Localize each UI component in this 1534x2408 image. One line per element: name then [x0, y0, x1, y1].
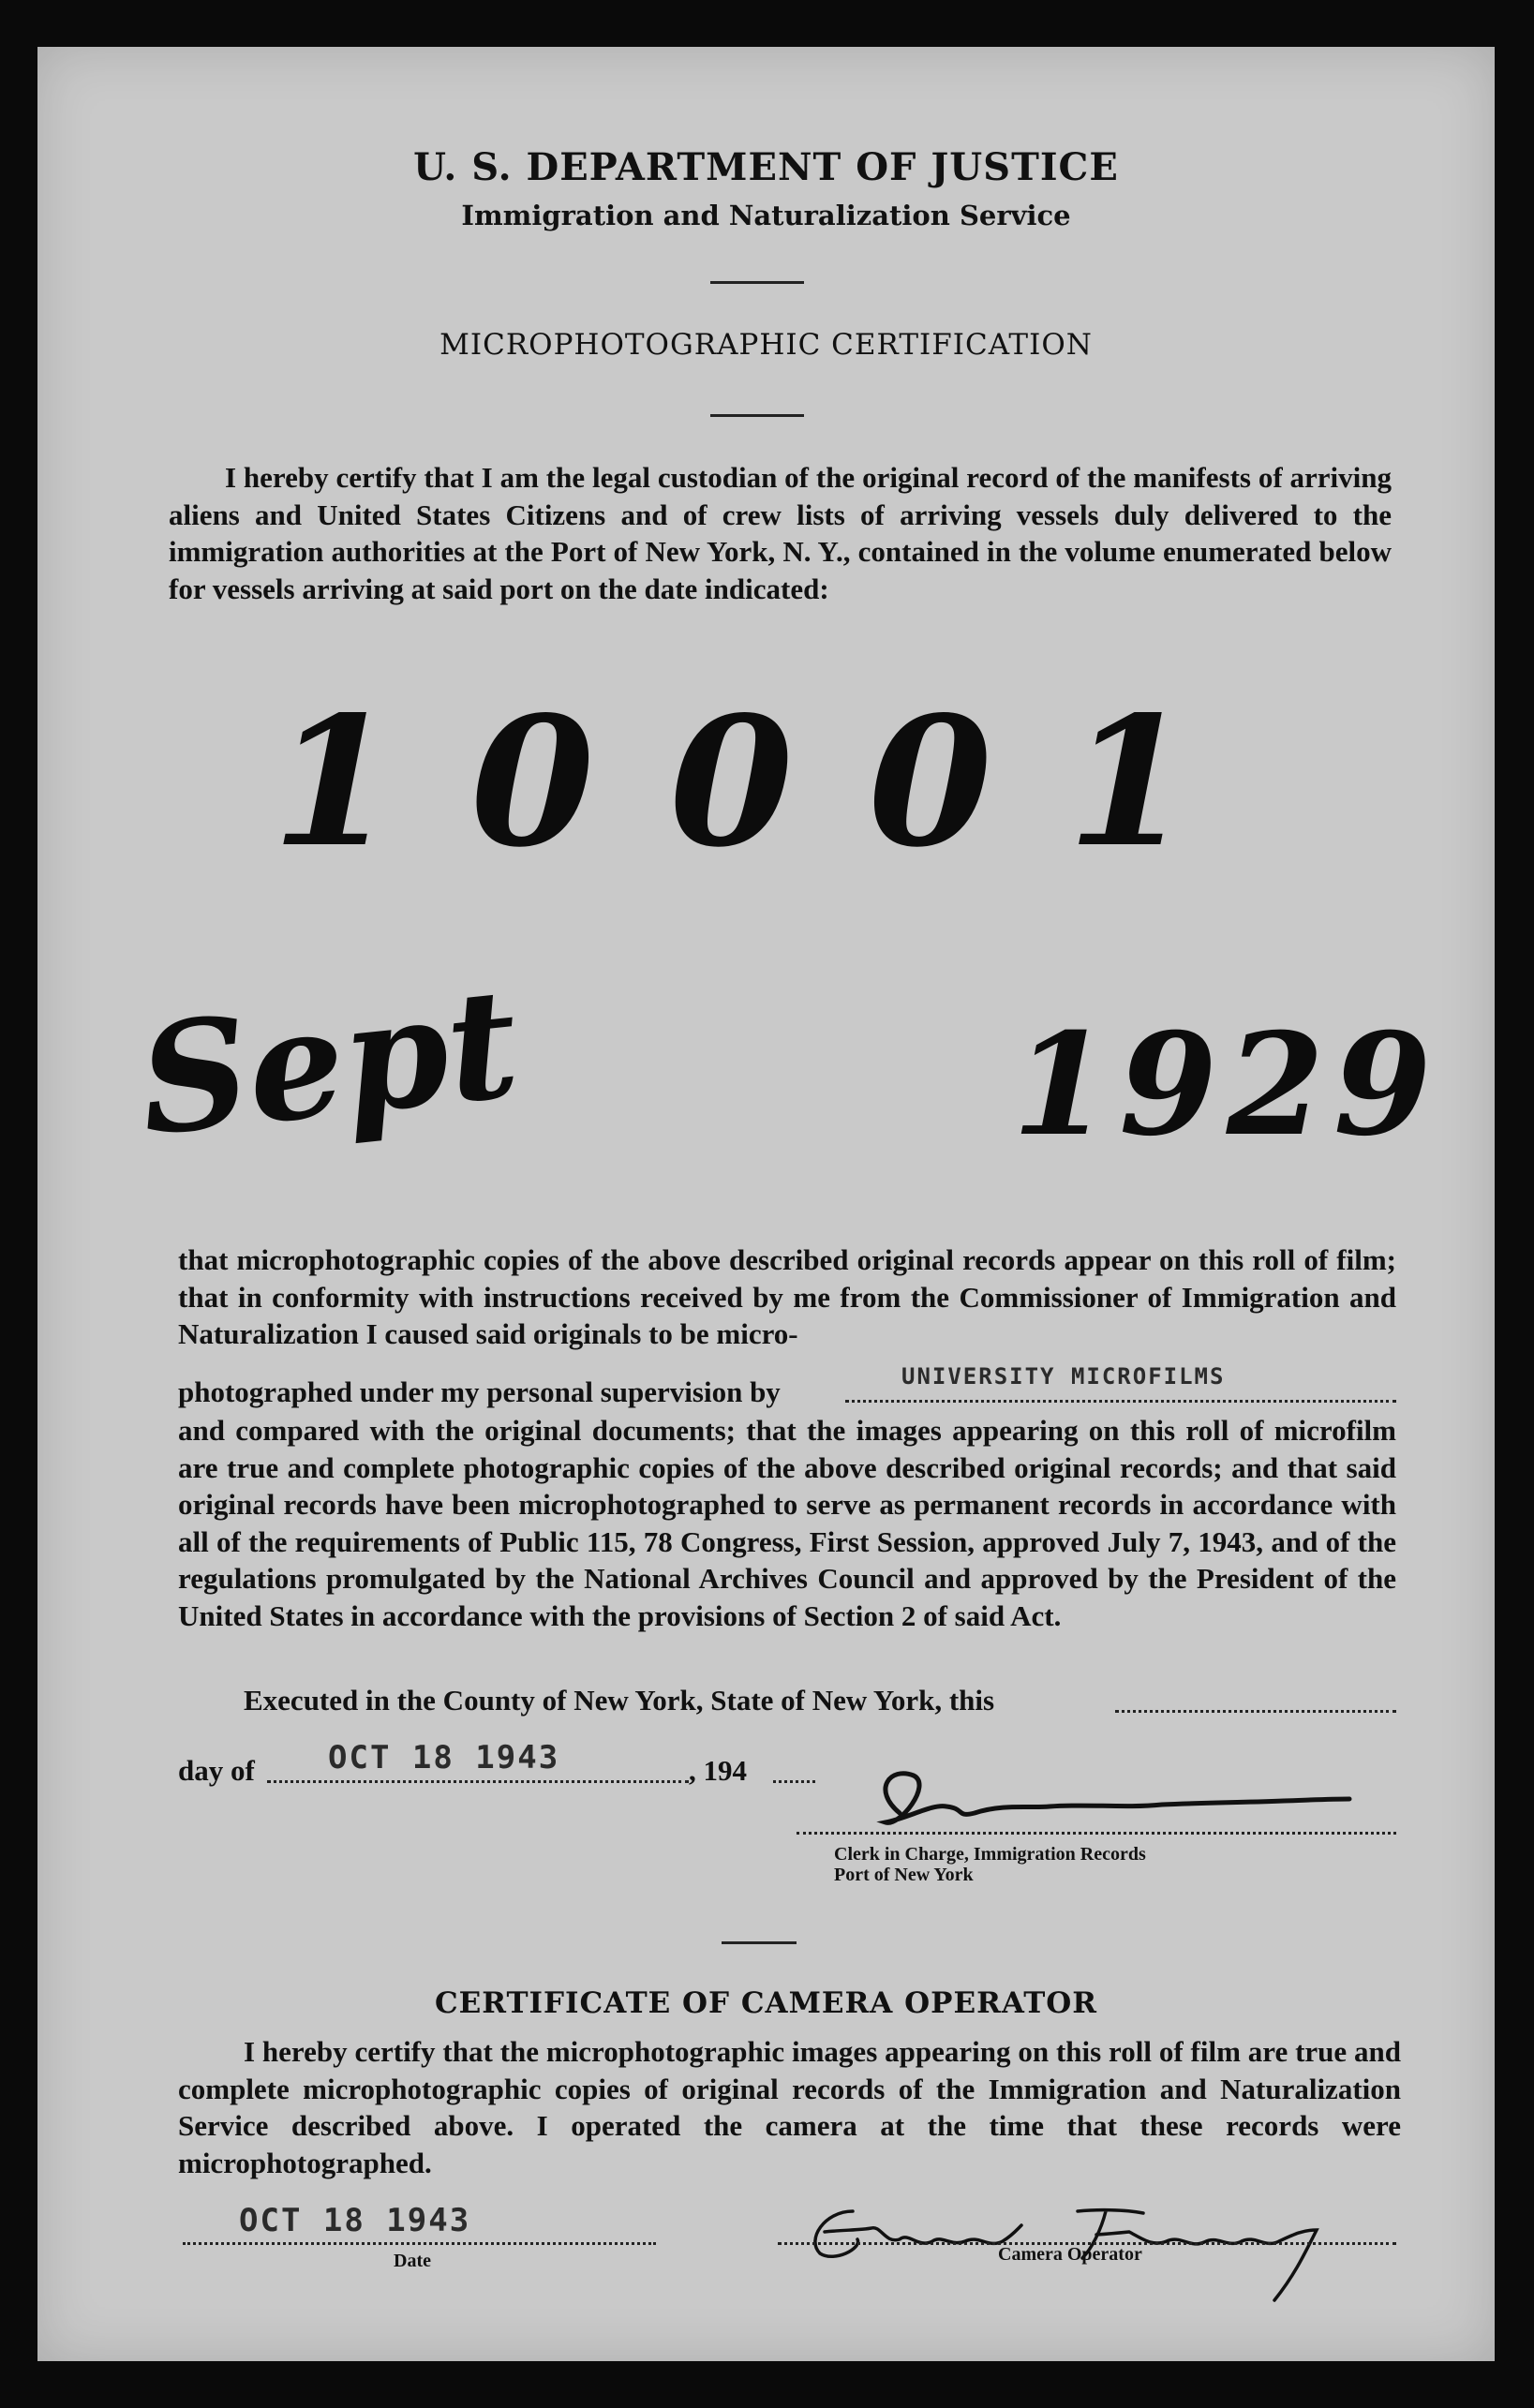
body-paragraph-b: and compared with the original documents; that the images appearing on this roll of microfilm are true and complete photographic copies of the above described original records; and that said original records have been microphotographed to serve as permanent records in accordance with all of the requirements of Public 115, 78 Congress, First Session, approved July 7, 1943, and of the regulations promulgated by the National Archives Council and approved by the President of the United States in accordance with the provisions of Section 2 of said Act.	[178, 1414, 1396, 1632]
dotted-line	[845, 1400, 1396, 1403]
executed-line: Executed in the County of New York, State of New York, this	[244, 1684, 995, 1717]
year-handwritten: 1929	[1012, 1003, 1441, 1167]
dotted-line	[267, 1780, 689, 1783]
divider	[722, 1941, 797, 1944]
camera-operator-label: Camera Operator	[998, 2244, 1142, 2265]
execution-date-stamp: OCT 18 1943	[328, 1739, 560, 1776]
dotted-line	[773, 1780, 815, 1783]
clerk-title: Clerk in Charge, Immigration Records	[834, 1844, 1146, 1865]
service-subheading: Immigration and Naturalization Service	[461, 200, 1071, 231]
dotted-line	[1115, 1710, 1396, 1713]
certificate-sheet	[37, 47, 1495, 2361]
supervision-line: photographed under my personal supervision by	[178, 1375, 781, 1408]
clerk-office: Port of New York	[834, 1865, 974, 1885]
operator-date-stamp: OCT 18 1943	[239, 2202, 471, 2239]
divider	[710, 414, 804, 417]
microfilm-company-stamp: UNIVERSITY MICROFILMS	[901, 1363, 1226, 1390]
day-of-label: day of	[178, 1754, 255, 1787]
camera-operator-title: CERTIFICATE OF CAMERA OPERATOR	[434, 1986, 1098, 2020]
year-prefix: , 194	[689, 1754, 747, 1787]
signature-dotted-line	[797, 1832, 1396, 1835]
date-label: Date	[394, 2251, 431, 2271]
dotted-line	[183, 2242, 656, 2245]
camera-operator-paragraph: I hereby certify that the microphotographic images appearing on this roll of film are true and complete microphotographic copies of original records of the Immigration and Naturalization Service described above. I operated the camera at the time that these records were microphotographed.	[178, 2035, 1401, 2179]
volume-number-handwritten: 10001	[272, 677, 1267, 886]
intro-paragraph: I hereby certify that I am the legal custodian of the original record of the manifests of arriving aliens and United States Citizens and of crew lists of arriving vessels duly delivered to the immigration authorities at the Port of New York, N. Y., contained in the volume enumerated below for vessels arriving at said port on the date indicated:	[169, 461, 1392, 605]
body-paragraph-a: that microphotographic copies of the above described original records appear on this roll of film; that in conformity with instructions received by me from the Commissioner of Immigration and Naturalization I caused said originals to be micro-	[178, 1243, 1396, 1350]
certification-title: MICROPHOTOGRAPHIC CERTIFICATION	[439, 328, 1093, 362]
divider	[710, 281, 804, 284]
month-handwritten: Sept	[131, 954, 526, 1169]
department-heading: U. S. DEPARTMENT OF JUSTICE	[413, 145, 1119, 189]
